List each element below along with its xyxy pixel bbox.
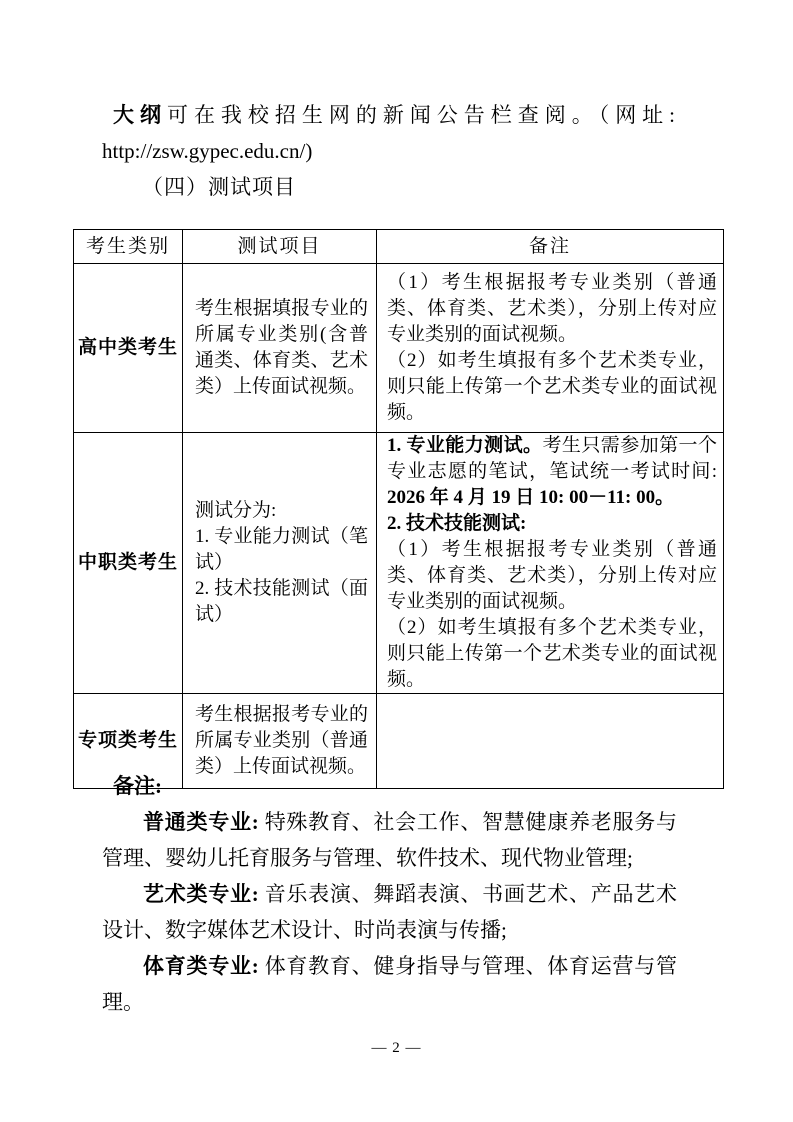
category-cell-special: 专项类考生 (74, 694, 183, 789)
section-heading: （四）测试项目 (142, 175, 296, 199)
page-number: — 2 — (371, 1040, 422, 1056)
table-row-vocational (74, 433, 724, 694)
note-paragraph: （1）考生根据报考专业类别（普通类、体育类、艺术类），分别上传对应专业类别的面试视频。 (387, 272, 717, 345)
note-paragraph: （2）如考生填报有多个艺术类专业，则只能上传第一个艺术类专业的面试视频。 (387, 617, 717, 690)
note-regular-segment: 考生只需参加第一个专业志愿的笔试，笔试统一考试时间: (387, 435, 717, 482)
items-cell-special: 考生根据报考专业的所属专业类别（普通类）上传面试视频。 (183, 694, 377, 789)
note-bold-segment: 1. 专业能力测试。 (387, 435, 543, 456)
note-paragraph (387, 433, 717, 511)
items-cell-vocational (183, 433, 377, 694)
items-line: 测试分为: (195, 500, 277, 521)
remark-text: 特殊教育、社会工作、智慧健康养老服务与管理、婴幼儿托育服务与管理、软件技术、现代物业管理; (102, 810, 677, 870)
table-header-row (74, 230, 724, 264)
header-test-items: 测试项目 (183, 230, 377, 264)
remark-art-majors (102, 876, 677, 948)
table-row-high-school (74, 264, 724, 433)
remarks-title: 备注: (113, 774, 162, 798)
category-cell-high-school: 高中类考生 (74, 264, 183, 433)
category-cell-vocational: 中职类考生 (74, 433, 183, 694)
note-paragraph: （1）考生根据报考专业类别（普通类、体育类、艺术类），分别上传对应专业类别的面试视频。 (387, 539, 717, 612)
remark-text: 体育教育、健身指导与管理、体育运营与管理。 (102, 954, 677, 1014)
remark-general-majors (102, 804, 677, 876)
intro-line-1 (102, 97, 675, 133)
items-line: 1. 专业能力测试（笔试） (195, 526, 368, 573)
remarks-block (102, 768, 677, 1020)
note-paragraph: 2. 技术技能测试: (387, 513, 527, 534)
note-paragraph: （2）如考生填报有多个艺术类专业，则只能上传第一个艺术类专业的面试视频。 (387, 350, 717, 423)
items-line: 2. 技术技能测试（面试） (195, 578, 368, 625)
header-remarks: 备注 (377, 230, 724, 264)
remark-sports-majors (102, 948, 677, 1020)
note-bold-segment: 2026 年 4 月 19 日 10: 00－11: 00。 (387, 487, 675, 508)
remark-text: 音乐表演、舞蹈表演、书画艺术、产品艺术设计、数字媒体艺术设计、时尚表演与传播; (102, 882, 677, 942)
intro-block (102, 97, 675, 205)
remark-label: 体育类专业: (143, 954, 265, 978)
intro-line-1-bold-lead: 大纲 (113, 103, 167, 127)
intro-line-1-text: 可在我校招生网的新闻公告栏查阅。（网址: (166, 103, 675, 127)
note-cell-high-school (377, 264, 724, 433)
test-items-table (73, 229, 724, 789)
url-text: http://zsw.gypec.edu.cn/) (102, 139, 313, 163)
note-cell-vocational (377, 433, 724, 694)
remark-label: 艺术类专业: (143, 882, 265, 906)
remark-label: 普通类专业: (143, 810, 265, 834)
items-cell-high-school: 考生根据填报专业的所属专业类别(含普通类、体育类、艺术类）上传面试视频。 (183, 264, 377, 433)
header-candidate-category: 考生类别 (74, 230, 183, 264)
